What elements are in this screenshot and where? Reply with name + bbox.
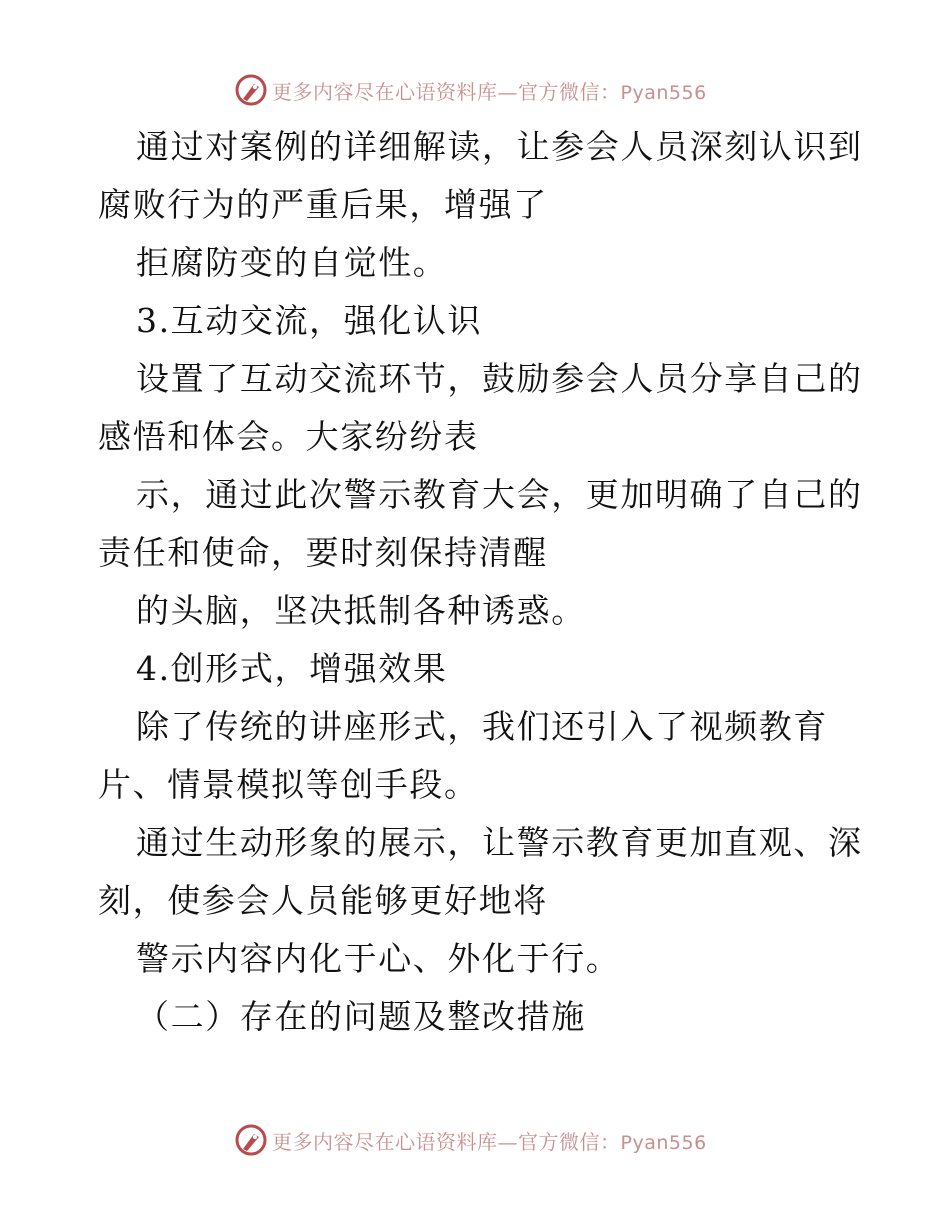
watermark-text: 更多内容尽在心语资料库—官方微信：Pyan556 bbox=[272, 1129, 707, 1154]
paragraph-line: 通过生动形象的展示，让警示教育更加直观、深 bbox=[136, 823, 863, 862]
section-heading: 4.创形式，增强效果 bbox=[136, 649, 448, 688]
paragraph-line: 拒腐防变的自觉性。 bbox=[136, 243, 448, 282]
watermark-text: 更多内容尽在心语资料库—官方微信：Pyan556 bbox=[272, 79, 707, 104]
paragraph-line: 腐败行为的严重后果，增强了 bbox=[98, 185, 548, 224]
paragraph-line: 感悟和体会。大家纷纷表 bbox=[98, 417, 479, 456]
footer-watermark bbox=[234, 1122, 707, 1158]
section-heading: 3.互动交流，强化认识 bbox=[136, 301, 483, 340]
paragraph-line: 除了传统的讲座形式，我们还引入了视频教育 bbox=[136, 707, 828, 746]
header-watermark bbox=[234, 72, 707, 108]
paragraph-line: 示，通过此次警示教育大会，更加明确了自己的 bbox=[136, 475, 863, 514]
paragraph-line: 警示内容内化于心、外化于行。 bbox=[136, 939, 621, 978]
paragraph-line: 责任和使命，要时刻保持清醒 bbox=[98, 533, 548, 572]
paragraph-line: 片、情景模拟等创手段。 bbox=[98, 765, 479, 804]
paragraph-line: 设置了互动交流环节，鼓励参会人员分享自己的 bbox=[136, 359, 863, 398]
paragraph-line: 的头脑，坚决抵制各种诱惑。 bbox=[136, 591, 586, 630]
section-heading: （二）存在的问题及整改措施 bbox=[136, 997, 586, 1036]
watermark-wechat-id: Pyan556 bbox=[620, 1131, 707, 1154]
pen-nib-logo-icon bbox=[234, 1123, 268, 1157]
paragraph-line: 刻，使参会人员能够更好地将 bbox=[98, 881, 548, 920]
paragraph-line: 通过对案例的详细解读，让参会人员深刻认识到 bbox=[136, 127, 863, 166]
pen-nib-logo-icon bbox=[234, 73, 268, 107]
watermark-wechat-id: Pyan556 bbox=[620, 81, 707, 104]
